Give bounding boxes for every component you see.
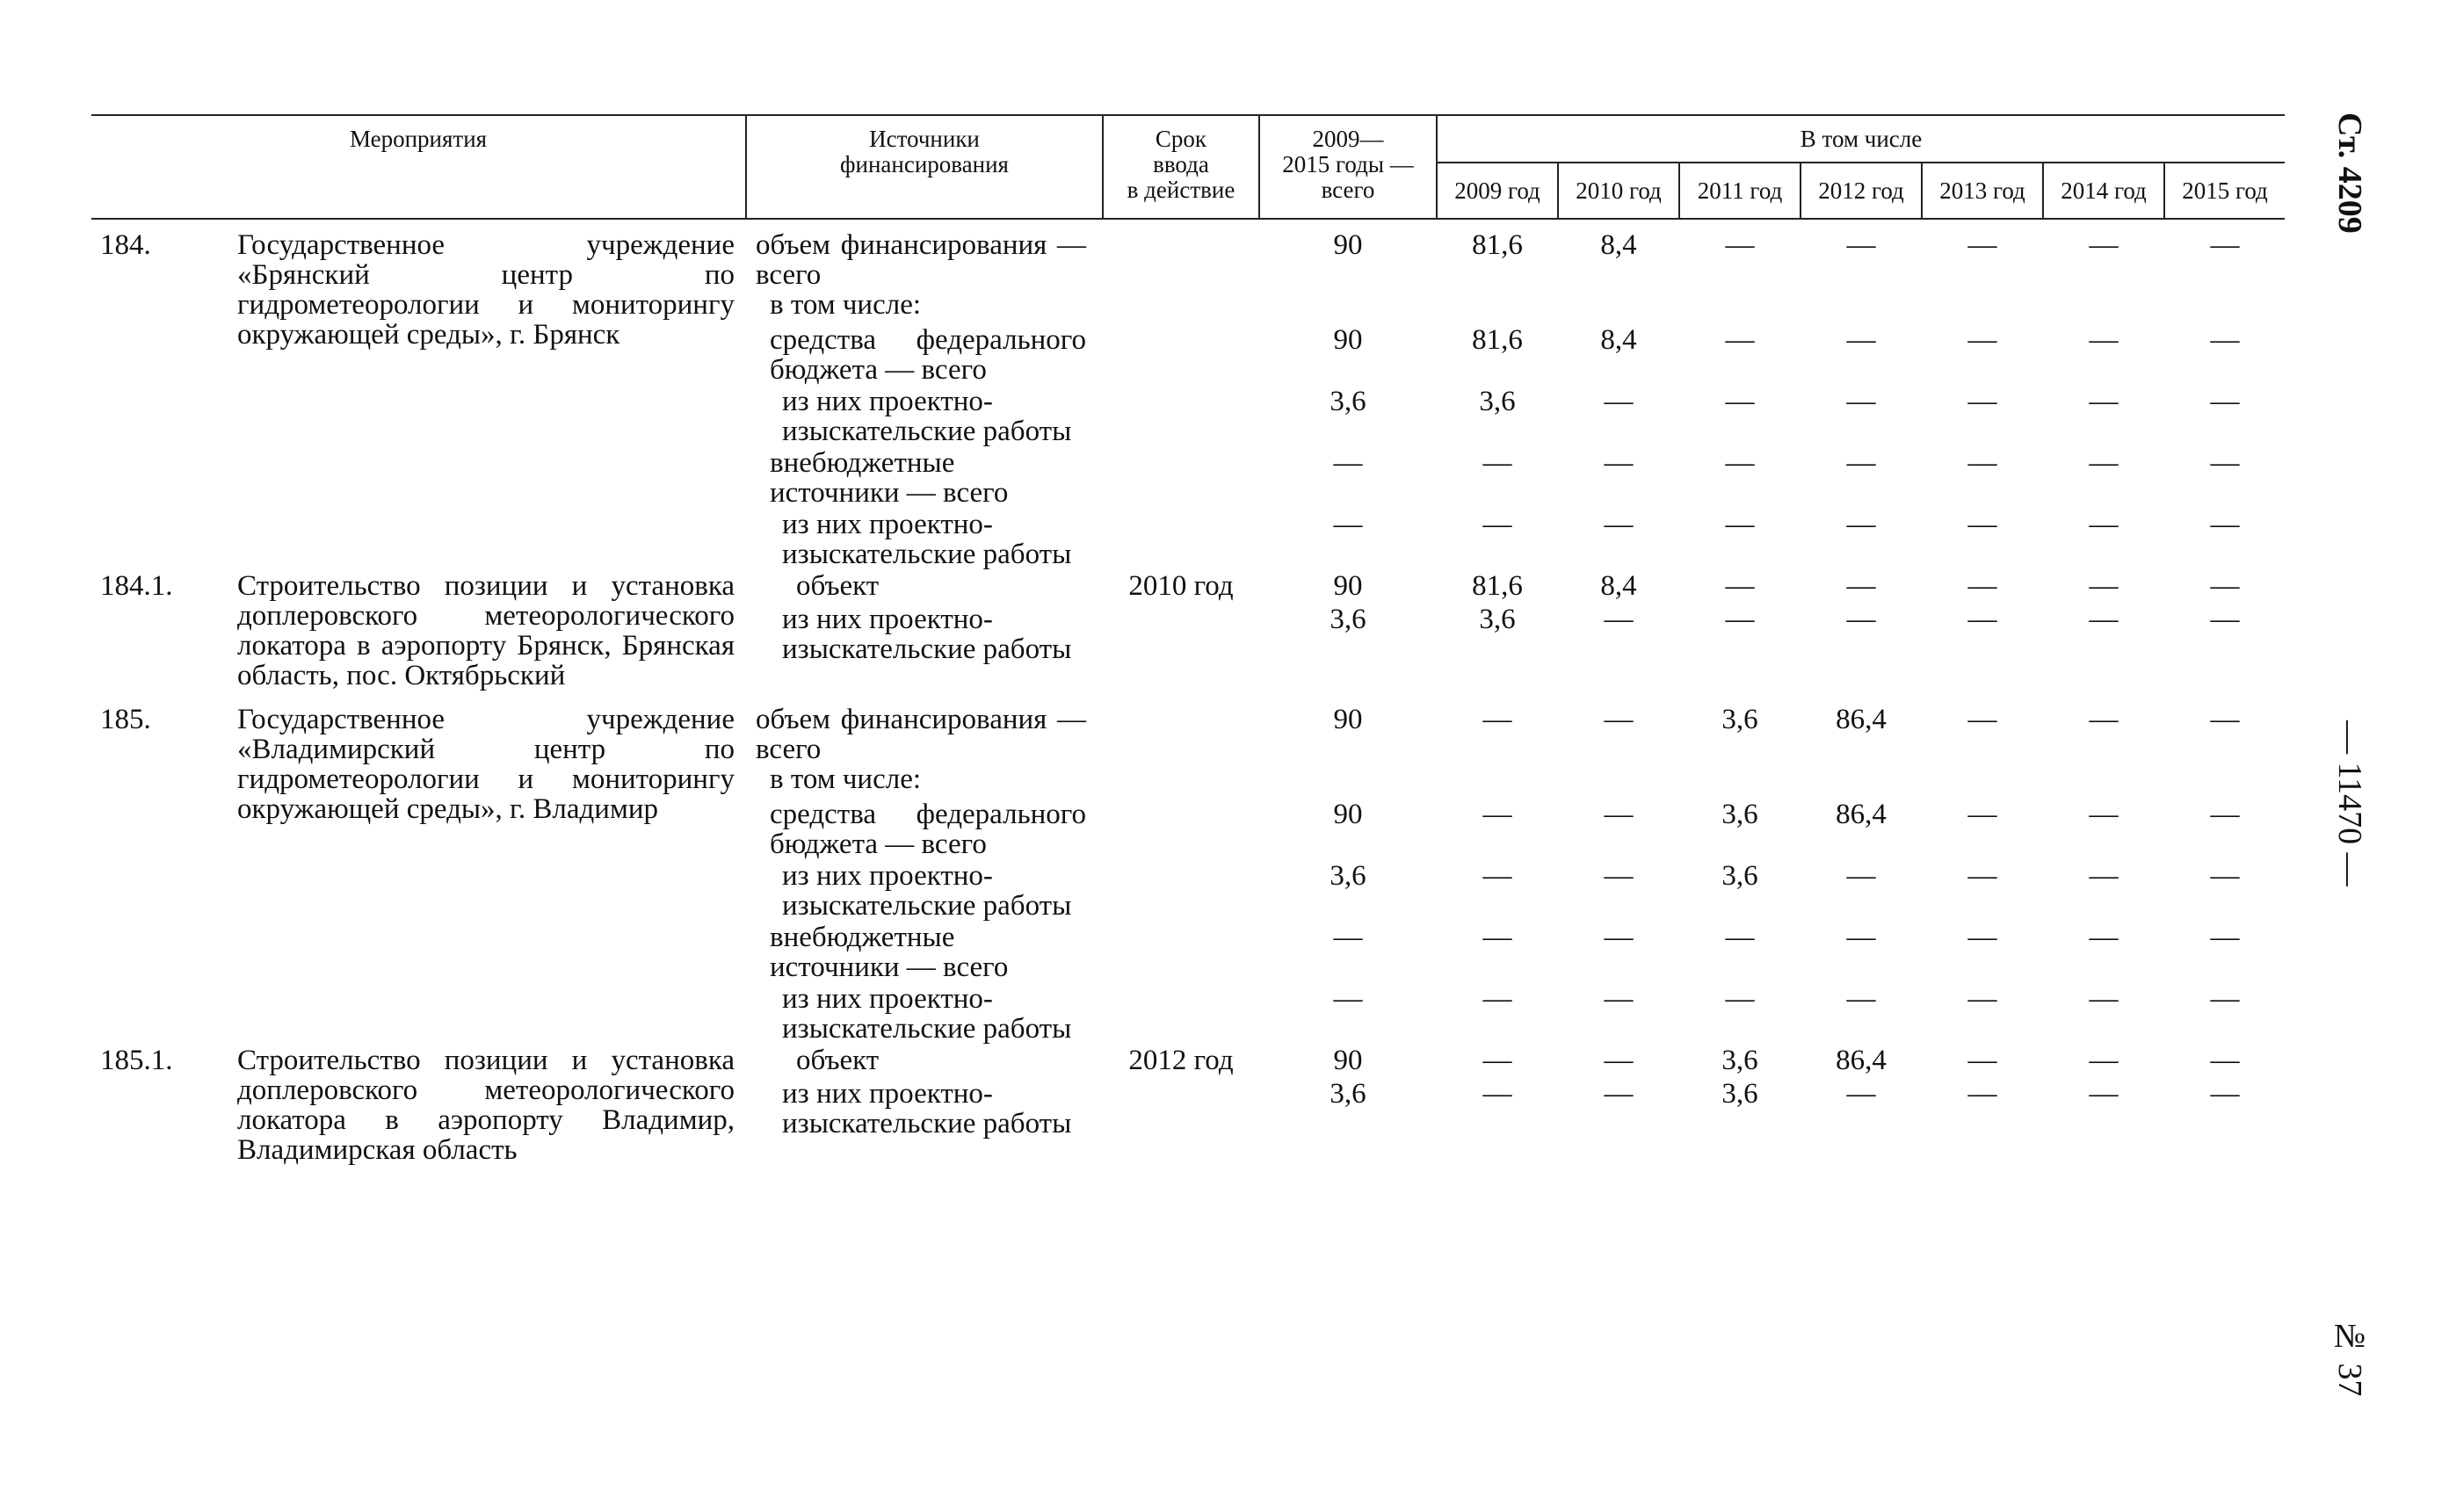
value-cell: — bbox=[1846, 922, 1876, 953]
header-sources bbox=[747, 116, 1102, 218]
value-cell: 90 bbox=[1333, 324, 1363, 356]
value-cell: — bbox=[1725, 386, 1755, 417]
value-cell: — bbox=[2089, 604, 2119, 635]
budget-table bbox=[91, 114, 2285, 220]
header-year-2010: 2010 год bbox=[1576, 177, 1662, 204]
header-year-2014: 2014 год bbox=[2061, 177, 2147, 204]
source-label: объект bbox=[796, 570, 880, 602]
value-cell: — bbox=[2210, 704, 2240, 735]
value-cell: — bbox=[2089, 229, 2119, 261]
value-cell: 8,4 bbox=[1600, 570, 1637, 602]
value-cell: — bbox=[1725, 509, 1755, 540]
value-cell: 3,6 bbox=[1721, 799, 1758, 830]
value-cell: — bbox=[2210, 324, 2240, 356]
value-cell: — bbox=[1333, 509, 1363, 540]
row-number: 184. bbox=[100, 229, 151, 261]
source-label: внебюджетные источники — всего bbox=[770, 922, 1009, 983]
value-cell: — bbox=[1604, 1045, 1634, 1076]
source-label: из них проектно-изыскательские работы bbox=[782, 860, 1072, 922]
value-cell: — bbox=[1846, 604, 1876, 635]
value-cell: — bbox=[2210, 570, 2240, 602]
header-total-line1: 2009— bbox=[1312, 126, 1384, 152]
value-cell: — bbox=[1967, 604, 1997, 635]
value-cell: 90 bbox=[1333, 570, 1363, 602]
value-cell: 3,6 bbox=[1330, 604, 1366, 635]
page-number: — 11470 — bbox=[2331, 720, 2368, 886]
commission-term: 2012 год bbox=[1128, 1045, 1234, 1076]
source-label: из них проектно-изыскательские работы bbox=[782, 509, 1072, 570]
value-cell: — bbox=[2089, 570, 2119, 602]
value-cell: — bbox=[1967, 570, 1997, 602]
value-cell: — bbox=[1482, 860, 1512, 892]
value-cell: 3,6 bbox=[1330, 386, 1366, 417]
value-cell: — bbox=[1604, 983, 1634, 1015]
value-cell: — bbox=[1967, 1078, 1997, 1110]
value-cell: 86,4 bbox=[1836, 1045, 1887, 1076]
event-title: Государственное учреждение «Брянский центр по гидрометеорологии и мониторингу окружающей среды», г. Брянск bbox=[237, 229, 735, 351]
issue-number: № 37 bbox=[2331, 1318, 2368, 1397]
value-cell: — bbox=[1967, 1045, 1997, 1076]
value-cell: — bbox=[2089, 704, 2119, 735]
value-cell: 81,6 bbox=[1472, 229, 1523, 261]
value-cell: — bbox=[1967, 983, 1997, 1015]
header-year-2013: 2013 год bbox=[1939, 177, 2025, 204]
source-label: объем финансирования — всего bbox=[756, 704, 1086, 765]
table-header bbox=[91, 114, 2285, 220]
header-sources-line1: Источники bbox=[869, 126, 980, 152]
source-label: объект bbox=[796, 1045, 880, 1076]
value-cell: 90 bbox=[1333, 1045, 1363, 1076]
value-cell: — bbox=[1846, 229, 1876, 261]
value-cell: — bbox=[1604, 509, 1634, 540]
value-cell: 3,6 bbox=[1721, 704, 1758, 735]
header-events bbox=[91, 116, 745, 218]
value-cell: 90 bbox=[1333, 799, 1363, 830]
value-cell: 81,6 bbox=[1472, 324, 1523, 356]
value-cell: — bbox=[2210, 447, 2240, 479]
value-cell: — bbox=[2089, 324, 2119, 356]
value-cell: 3,6 bbox=[1721, 1078, 1758, 1110]
value-cell: — bbox=[1725, 229, 1755, 261]
value-cell: — bbox=[1482, 447, 1512, 479]
value-cell: — bbox=[1967, 509, 1997, 540]
value-cell: — bbox=[2210, 604, 2240, 635]
header-term-line3: в действие bbox=[1127, 177, 1235, 203]
source-label: внебюджетные источники — всего bbox=[770, 447, 1009, 509]
header-total-line2: 2015 годы — bbox=[1282, 151, 1414, 177]
value-cell: — bbox=[1846, 983, 1876, 1015]
value-cell: — bbox=[1725, 604, 1755, 635]
source-label: из них проектно-изыскательские работы bbox=[782, 386, 1072, 447]
value-cell: — bbox=[1725, 324, 1755, 356]
value-cell: — bbox=[2089, 1045, 2119, 1076]
value-cell: — bbox=[1967, 324, 1997, 356]
value-cell: — bbox=[2089, 922, 2119, 953]
value-cell: — bbox=[2210, 799, 2240, 830]
source-label: в том числе: bbox=[770, 763, 922, 795]
header-total-line3: всего bbox=[1321, 177, 1375, 203]
event-title: Государственное учреждение «Владимирский центр по гидрометеорологии и мониторингу окружающей среды», г. Владимир bbox=[237, 704, 735, 825]
header-term bbox=[1104, 116, 1258, 218]
value-cell: — bbox=[1846, 447, 1876, 479]
value-cell: 3,6 bbox=[1330, 1078, 1366, 1110]
value-cell: — bbox=[1482, 1078, 1512, 1110]
event-title: Строительство позиции и установка доплеровского метеорологического локатора в аэропорту Брянск, Брянская область, пос. Октябрьский bbox=[237, 570, 735, 691]
value-cell: — bbox=[2089, 983, 2119, 1015]
source-label: в том числе: bbox=[770, 289, 922, 321]
value-cell: — bbox=[2089, 386, 2119, 417]
header-term-line1: Срок bbox=[1155, 126, 1207, 152]
value-cell: — bbox=[1846, 386, 1876, 417]
value-cell: — bbox=[1604, 447, 1634, 479]
source-label: из них проектно-изыскательские работы bbox=[782, 983, 1072, 1045]
value-cell: — bbox=[2210, 386, 2240, 417]
value-cell: 8,4 bbox=[1600, 324, 1637, 356]
value-cell: — bbox=[1333, 983, 1363, 1015]
value-cell: — bbox=[1333, 447, 1363, 479]
value-cell: — bbox=[1725, 922, 1755, 953]
value-cell: — bbox=[1846, 570, 1876, 602]
value-cell: 3,6 bbox=[1721, 860, 1758, 892]
value-cell: 86,4 bbox=[1836, 704, 1887, 735]
value-cell: — bbox=[1604, 386, 1634, 417]
value-cell: — bbox=[2089, 860, 2119, 892]
value-cell: 81,6 bbox=[1472, 570, 1523, 602]
header-sources-line2: финансирования bbox=[840, 151, 1009, 177]
value-cell: — bbox=[2210, 509, 2240, 540]
event-title: Строительство позиции и установка доплеровского метеорологического локатора в аэропорту Владимир, Владимирская область bbox=[237, 1045, 735, 1166]
value-cell: — bbox=[1604, 704, 1634, 735]
value-cell: — bbox=[1482, 1045, 1512, 1076]
source-label: средства федерального бюджета — всего bbox=[770, 324, 1086, 386]
value-cell: 3,6 bbox=[1721, 1045, 1758, 1076]
row-number: 185. bbox=[100, 704, 151, 735]
value-cell: — bbox=[1482, 704, 1512, 735]
value-cell: — bbox=[2089, 1078, 2119, 1110]
value-cell: — bbox=[1846, 1078, 1876, 1110]
value-cell: 3,6 bbox=[1330, 860, 1366, 892]
value-cell: — bbox=[1725, 570, 1755, 602]
header-year-2009: 2009 год bbox=[1454, 177, 1540, 204]
value-cell: — bbox=[2210, 860, 2240, 892]
commission-term: 2010 год bbox=[1128, 570, 1234, 602]
row-number: 184.1. bbox=[100, 570, 173, 602]
source-label: объем финансирования — всего bbox=[756, 229, 1086, 291]
value-cell: — bbox=[1967, 799, 1997, 830]
value-cell: — bbox=[2089, 447, 2119, 479]
value-cell: — bbox=[1333, 922, 1363, 953]
value-cell: 3,6 bbox=[1479, 604, 1516, 635]
value-cell: — bbox=[1967, 447, 1997, 479]
header-year-2012: 2012 год bbox=[1818, 177, 1904, 204]
value-cell: — bbox=[1482, 509, 1512, 540]
value-cell: — bbox=[2089, 509, 2119, 540]
value-cell: — bbox=[1846, 324, 1876, 356]
value-cell: 90 bbox=[1333, 704, 1363, 735]
value-cell: — bbox=[1967, 922, 1997, 953]
value-cell: — bbox=[2210, 229, 2240, 261]
value-cell: — bbox=[1482, 983, 1512, 1015]
value-cell: 90 bbox=[1333, 229, 1363, 261]
value-cell: 86,4 bbox=[1836, 799, 1887, 830]
article-reference: Ст. 4209 bbox=[2331, 112, 2368, 234]
header-including-label: В том числе bbox=[1800, 126, 1923, 152]
value-cell: — bbox=[1604, 922, 1634, 953]
value-cell: — bbox=[2210, 922, 2240, 953]
value-cell: — bbox=[1967, 229, 1997, 261]
header-events-label: Мероприятия bbox=[349, 126, 488, 152]
value-cell: — bbox=[1846, 860, 1876, 892]
value-cell: — bbox=[2210, 1078, 2240, 1110]
header-including bbox=[1438, 116, 2285, 162]
value-cell: — bbox=[1967, 386, 1997, 417]
source-label: из них проектно-изыскательские работы bbox=[782, 604, 1072, 665]
value-cell: — bbox=[1482, 922, 1512, 953]
value-cell: — bbox=[1604, 1078, 1634, 1110]
value-cell: — bbox=[2210, 1045, 2240, 1076]
value-cell: — bbox=[1482, 799, 1512, 830]
source-label: из них проектно-изыскательские работы bbox=[782, 1078, 1072, 1139]
value-cell: — bbox=[1967, 704, 1997, 735]
header-total bbox=[1260, 116, 1436, 218]
value-cell: 8,4 bbox=[1600, 229, 1637, 261]
value-cell: — bbox=[1604, 860, 1634, 892]
value-cell: — bbox=[2089, 799, 2119, 830]
value-cell: — bbox=[2210, 983, 2240, 1015]
source-label: средства федерального бюджета — всего bbox=[770, 799, 1086, 860]
value-cell: — bbox=[1725, 447, 1755, 479]
value-cell: 3,6 bbox=[1479, 386, 1516, 417]
value-cell: — bbox=[1604, 604, 1634, 635]
header-year-2011: 2011 год bbox=[1697, 177, 1783, 204]
header-year-2015: 2015 год bbox=[2182, 177, 2268, 204]
header-term-line2: ввода bbox=[1153, 151, 1209, 177]
row-number: 185.1. bbox=[100, 1045, 173, 1076]
value-cell: — bbox=[1604, 799, 1634, 830]
value-cell: — bbox=[1967, 860, 1997, 892]
value-cell: — bbox=[1725, 983, 1755, 1015]
value-cell: — bbox=[1846, 509, 1876, 540]
